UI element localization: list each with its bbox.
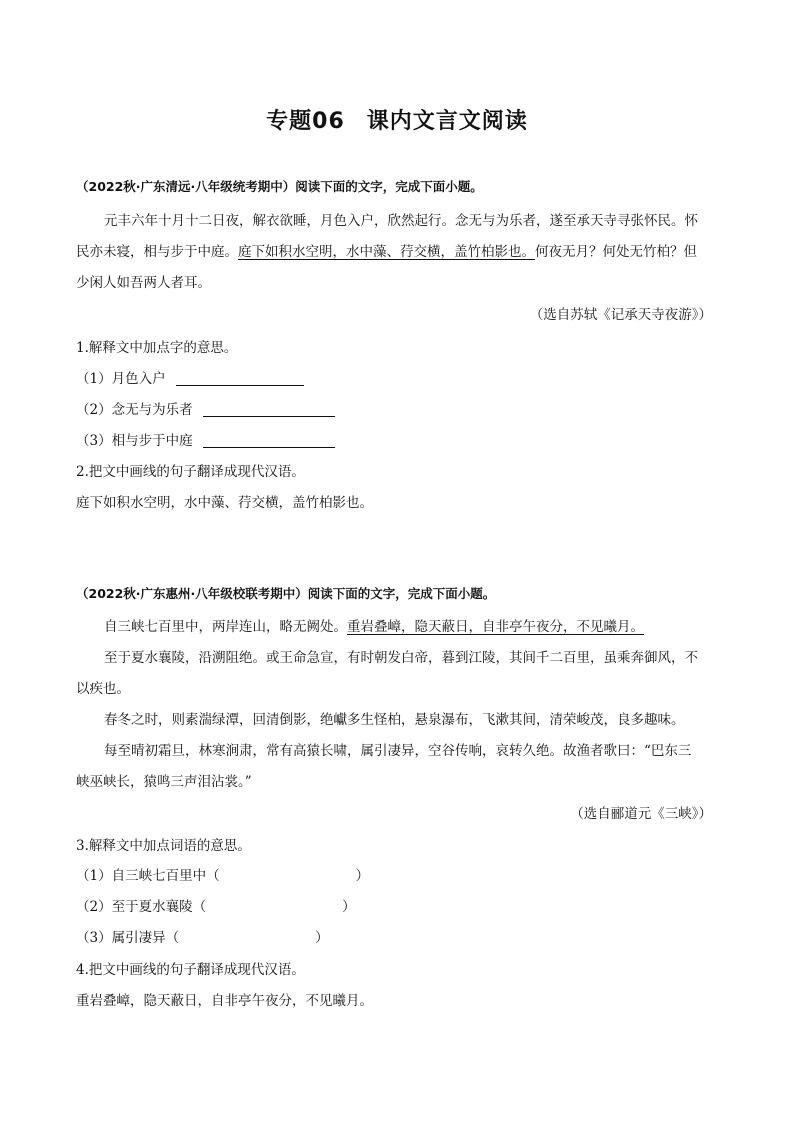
q3-close-paren-2: ） bbox=[342, 899, 356, 915]
section1-header bbox=[76, 177, 483, 195]
q1-item-2 bbox=[76, 398, 335, 418]
section2-para2-line2: 以疾也。 bbox=[76, 681, 130, 697]
section2-underlined-sentence: 重岩叠嶂，隐天蔽日，自非亭午夜分，不见曦月。 bbox=[347, 619, 644, 635]
section2-para1 bbox=[104, 615, 644, 635]
section1-para-line1: 元丰六年十月十二日夜，解衣欲睡，月色入户，欣然起行。念无与为乐者，遂至承天寺寻张怀民。怀 bbox=[104, 213, 698, 229]
section1-para-line2-b: 何夜无月？何处无竹柏？但 bbox=[535, 244, 697, 260]
q2-sentence: 庭下如积水空明，水中藻、荇交横，盖竹柏影也。 bbox=[76, 495, 373, 511]
title-main: 专题06 bbox=[266, 109, 345, 134]
q1-item-3-label: （3）相与步于中庭 bbox=[76, 433, 193, 449]
q1-item-3 bbox=[76, 429, 335, 449]
section1-para-line2 bbox=[76, 240, 697, 260]
q1-item-1-label: （1）月色入户 bbox=[76, 371, 166, 387]
section1-header-instruction: 阅读下面的文字，完成下面小题。 bbox=[295, 179, 483, 194]
section1-para-line2-a: 民亦未寝，相与步于中庭。 bbox=[76, 244, 238, 260]
q3-close-paren-3: ） bbox=[315, 930, 329, 946]
q1-answer-blank-3[interactable] bbox=[203, 433, 335, 448]
section1-header-source: （2022秋·广东清远·八年级统考期中） bbox=[76, 179, 296, 194]
q1-prompt: 1.解释文中加点字的意思。 bbox=[76, 340, 238, 356]
section2-header-instruction: 阅读下面的文字，完成下面小题。 bbox=[307, 586, 496, 601]
title-sub: 课内文言文阅读 bbox=[366, 109, 528, 134]
q3-close-paren-1: ） bbox=[355, 868, 370, 884]
section2-header-source: （2022秋·广东惠州·八年级校联考期中） bbox=[76, 586, 308, 601]
section1-para-line3: 少闲人如吾两人者耳。 bbox=[76, 275, 211, 291]
page-title bbox=[0, 104, 794, 135]
section2-source: （选自郦道元《三峡》） bbox=[570, 806, 712, 822]
section1-underlined-sentence: 庭下如积水空明，水中藻、荇交横，盖竹柏影也。 bbox=[238, 244, 535, 260]
q1-answer-blank-1[interactable] bbox=[176, 371, 304, 386]
section2-para1-a: 自三峡七百里中，两岸连山，略无阙处。 bbox=[104, 619, 347, 635]
q1-item-1 bbox=[76, 367, 304, 387]
section2-para4-line1: 每至晴初霜旦，林寒涧肃，常有高猿长啸，属引凄异，空谷传响，哀转久绝。故渔者歌曰：“巴东三 bbox=[104, 743, 692, 759]
q3-item-1-label: （1）自三峡七百里中（ bbox=[76, 868, 220, 884]
q3-item-3 bbox=[76, 926, 329, 946]
section2-para3: 春冬之时，则素湍绿潭，回清倒影，绝巘多生怪柏，悬泉瀑布，飞漱其间，清荣峻茂，良多趣味。 bbox=[104, 712, 685, 728]
q3-item-1 bbox=[76, 864, 369, 884]
section2-para2-line1: 至于夏水襄陵，沿溯阻绝。或王命急宣，有时朝发白帝，暮到江陵，其间千二百里，虽乘奔御风，不 bbox=[104, 650, 698, 666]
q3-item-2 bbox=[76, 895, 356, 915]
q1-item-2-label: （2）念无与为乐者 bbox=[76, 402, 193, 418]
q2-prompt: 2.把文中画线的句子翻译成现代汉语。 bbox=[76, 464, 305, 480]
q3-prompt: 3.解释文中加点词语的意思。 bbox=[76, 838, 251, 854]
q4-prompt: 4.把文中画线的句子翻译成现代汉语。 bbox=[76, 962, 305, 978]
section2-header bbox=[76, 584, 495, 602]
section1-source: （选自苏轼《记承天寺夜游》） bbox=[529, 307, 712, 323]
q1-answer-blank-2[interactable] bbox=[203, 402, 335, 417]
q3-item-3-label: （3）属引凄异（ bbox=[76, 930, 180, 946]
q3-item-2-label: （2）至于夏水襄陵（ bbox=[76, 899, 207, 915]
section2-para4-line2: 峡巫峡长，猿鸣三声泪沾裳。” bbox=[76, 774, 252, 790]
q4-sentence: 重岩叠嶂，隐天蔽日，自非亭午夜分，不见曦月。 bbox=[76, 993, 373, 1009]
